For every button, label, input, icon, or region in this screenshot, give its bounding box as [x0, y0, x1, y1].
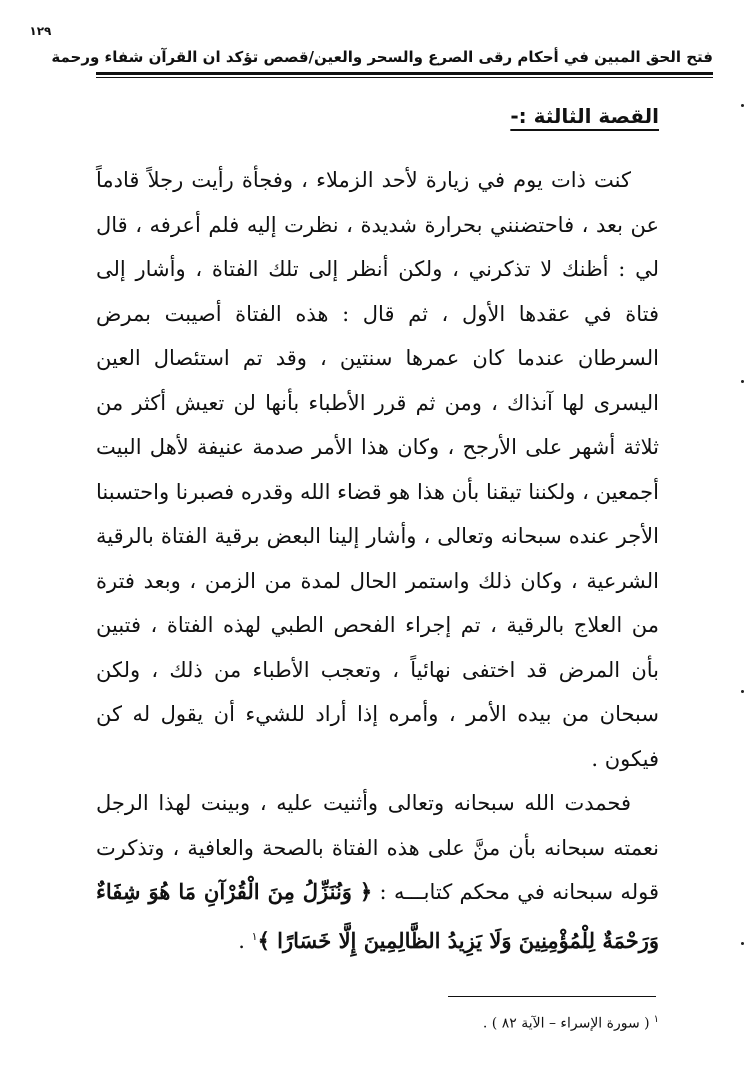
scan-speck — [741, 380, 744, 383]
scan-speck — [741, 104, 744, 107]
footnote-text: ( سورة الإسراء – الآية ٨٢ ) . — [482, 1015, 650, 1032]
closing-end: . — [238, 928, 245, 953]
closing-paragraph — [96, 781, 659, 963]
footnote — [483, 1014, 659, 1032]
section-title-wrap — [96, 92, 659, 158]
quran-verse: ﴿ وَنُنَزِّلُ مِنَ الْقُرْآنِ مَا هُوَ شِفَاءٌ وَرَحْمَةٌ لِلْمُؤْمِنِينَ وَلَا يَزِيدُ الظَّالِمِينَ إِلَّا خَسَارًا ﴾ — [96, 879, 659, 953]
footnote-separator — [448, 996, 656, 997]
section-title: القصة الثالثة :- — [510, 104, 659, 128]
page-number: ١٢٩ — [29, 24, 52, 38]
running-header — [29, 24, 713, 70]
header-title: فتح الحق المبين في أحكام رقى الصرع والسحر والعين/قصص تؤكد ان القرآن شفاء ورحمة — [51, 48, 713, 66]
header-rule-thin — [96, 77, 713, 78]
page-content — [96, 92, 659, 963]
scan-speck — [741, 690, 744, 693]
footnote-reference: ١ — [251, 929, 258, 943]
scan-speck — [741, 942, 744, 945]
closing-intro: فحمدت الله سبحانه وتعالى وأثنيت عليه ، وبينت لهذا الرجل نعمته سبحانه بأن منَّ على هذه الفتاة بالصحة والعافية ، وتذكرت قوله سبحانه في محكم كتابـــه : — [96, 791, 659, 904]
story-paragraph: كنت ذات يوم في زيارة لأحد الزملاء ، وفجأة رأيت رجلاً قادماً عن بعد ، فاحتضنني بحرارة شديدة ، نظرت إليه فلم أعرفه ، قال لي : أظنك لا تذكرني ، ولكن أنظر إلى تلك الفتاة ، وأشار إلى فتاة في عقدها الأول ، ثم قال : هذه الفتاة أصيبت بمرض السرطان عندما كان عمرها سنتين ، وقد تم استئصال العين اليسرى لها آنذاك ، ومن ثم قرر الأطباء بأنها لن تعيش أكثر من ثلاثة أشهر على الأرجح ، وكان هذا الأمر صدمة عنيفة لأهل البيت أجمعين ، ولكننا تيقنا بأن هذا هو قضاء الله وقدره فصبرنا واحتسبنا الأجر عنده سبحانه وتعالى ، وأشار إلينا البعض برقية الفتاة بالرقية الشرعية ، وكان ذلك واستمر الحال لمدة من الزمن ، وبعد فترة من العلاج بالرقية ، تم إجراء الفحص الطبي لهذه الفتاة ، فتبين بأن المرض قد اختفى نهائياً ، وتعجب الأطباء من ذلك ، ولكن سبحان من بيده الأمر ، وأمره إذا أراد للشيء أن يقول له كن فيكون . — [96, 168, 659, 771]
footnote-mark: ١ — [653, 1014, 659, 1025]
header-rule-thick — [96, 72, 713, 75]
